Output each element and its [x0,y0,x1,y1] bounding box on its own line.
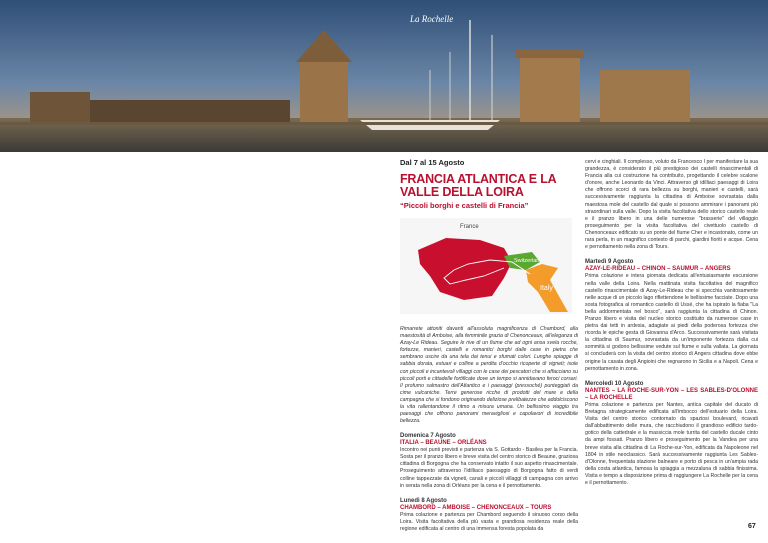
trip-title-line1: FRANCIA ATLANTICA E LA [400,172,557,187]
day-label: Martedì 9 Agosto [585,259,634,266]
day-item [400,433,578,490]
right-itinerary [585,159,758,487]
day-route: CHAMBORD – AMBOISE – CHENONCEAUX – TOURS [400,504,552,511]
day-label: Domenica 7 Agosto [400,433,456,439]
la-rochelle-photo [0,0,768,152]
route-map-svg [400,218,572,314]
trip-dates: Dal 7 al 15 Agosto [400,158,465,167]
day-route: ITALIA – BEAUNE – ORLÉANS [400,440,487,447]
photo-caption: La Rochelle [410,14,454,24]
day-label: Lunedì 8 Agosto [400,497,447,504]
title-block [400,159,578,209]
left-itinerary [400,433,578,533]
day-label: Mercoledì 10 Agosto [585,380,644,387]
day-item [585,381,758,487]
day-item [585,259,758,373]
day-item [400,498,578,533]
page-number: 67 [748,523,756,530]
route-map [400,218,572,314]
day-text: Prima colazione e partenza per Nantes, antica capitale del ducato di Bretagna strategicamente edificata all'imbocco dell'estuario della Loira. Visita del centro storico contornato da spaziosi boulevard, ricavati dall'abbattimento delle mura, che racchiudono il grandioso edificio tardo-gotico della cattedrale e la massiccia mole turrita del castello ducale cinto da ampi fossati. Pranzo libero e proseguimento per la Vandea per una breve visita alla cittadina di La Roche-sur-Yon, edificata da Napoleone nel 1804 in stile neoclassico. Sarà successivamente raggiunta Les Sables-d'Olonne, frequentata stazione balneare e porto di pesca in un'ampia rada della costa atlantica, famosa la spiaggia a mezzaluna di sabbia finissima. Visita e tempo a disposizione prima di raggiungere La Rochelle per la cena e il pernottamento. [585,402,758,487]
day-text: Prima colazione e partenza per Chambord seguendo il sinuoso corso della Loira. Visita facoltativa della più vasta e grandiosa residenza reale della regione edificata al centro di una immensa foresta popolata da [400,511,578,533]
trip-title-line2: VALLE DELLA LOIRA [400,185,524,200]
map-label-france: France [460,224,479,230]
day-text: Prima colazione e intera giornata dedicata all'entusiasmante escursione nella valle della Loira. Nella mattinata visita facoltativa del magnifico castello rinascimentale di Azay-Le-Rideau che si specchia vanitosamente nelle acque di un piccolo lago riflettendone le bellissime facciate. Dopo una sosta fotografica al romantico castello di Ussé, che ha ispirato la fiaba "La bella addormentata nel bosco", sarà raggiunta la cittadina di Chinon. Pranzo libero e visita del nucleo storico costituito da numerose case in pietra dai tetti in ardesia, adagiate ai piedi della poderosa fortezza che ricorda le epiche gesta di Giovanna d'Arco. Successivamente sarà visitata la cittadina di Saumur, sovrastata da un'imponente fortezza dalla cui sommità si godono bellissime vedute sul fiume e sulla vallata. La giornata si concluderà con la visita del centro storico di Angers cittadina dove ebbe origine la casata degli Angioini che regnarono in Sicilia e a Napoli. Cena e pernottamento in zona. [585,273,758,372]
continuation-text: cervi e cinghiali. Il complesso, voluto da Francesco I per manifestare la sua grandezza, è considerato il più prestigioso dei castelli rinascimentali di Francia alla cui costruzione ha contribuito, progettando il celebre scalone d'onore, anche Leonardo da Vinci. Attraverso gli idilliaci paesaggi di Loira che offrono scorci di rara bellezza su borghi, manieri e castelli, sarà successivamente raggiunta la cittadina di Amboise sovrastata dalla maestosa mole del castello dal quale si possono ammirare i panorami più straordinari sulla valle. Dopo la visita facoltativa dello storico castello reale e il pranzo libero in una delle numerose "brasserie" del villaggio proseguimento per la visita facoltativa del civettuolo castello di Chenonceaux edificato su un ponte del fiume Cher e incastonato, come un rara perla, in un magnifico contesto di parchi, giardini fioriti e acque. Cena e pernottamento nella zona di Tours. [585,159,758,251]
intro-text: Rimarrete attoniti davanti all'assoluta magnificenza di Chambord, alla maestosità di Amboise, alla femminile grazia di Chenonceaux, all'eleganza di Azay-Le Rideau. Seguire le rive di un fiume che ad ogni ansa svela rocche, fortezze, manieri, castelli e romantici borghi dalle case in pietra che sembrano uscire da una tela dai tenui e sfumati colori. Lunghe spiagge di sabbia dorata, estuari e colline a perdita d'occhio ricoperte di vigneti; isole con piccoli e incantevoli villaggi con le case dei pescatori che si affacciano su piccoli porti e cittadelle fortificate dove un tempo si annidavano feroci corsari. Il profumo salmastro dell'Atlantico e i paesaggi (pressoché) punteggiati da cime vulcaniche. Terre generose ricche di prodotti del mare e della campagna che si fondono originando deliziose prelibatezze che addolciscono la vita rallentandone il ritmo a misura umana. Un bellissimo viaggio tra paesaggi che offrono panorami meravigliosi e capolavori di incredibile bellezza. [400,326,578,425]
day-text: Incontro nei punti previsti e partenza via S. Gottardo - Basilea per la Francia. Sosta per il pranzo libero e breve visita del centro storico di Beaune, graziosa cittadina di Borgogna che ha conservato intatto il suo aspetto rinascimentale. Proseguimento attraverso l'idilliaco paesaggio di Borgogna fatto di verdi colline tappezzate da vigneti, canali e piccoli villaggi di campagna con arrivo in serata nella zona di Orléans per la cena e il pernottamento. [400,447,578,489]
trip-title [400,173,578,199]
day-route: NANTES – LA ROCHE-SUR-YON – LES SABLES-D'OLONNE – LA ROCHELLE [585,387,758,401]
header-photo [0,0,768,152]
map-label-italy: Italy [540,285,553,292]
day-route: AZAY-LE-RIDEAU – CHINON – SAUMUR – ANGERS [585,266,731,273]
map-label-switzerland: Switzerland [514,258,543,264]
trip-subtitle: “Piccoli borghi e castelli di Francia” [400,201,529,211]
